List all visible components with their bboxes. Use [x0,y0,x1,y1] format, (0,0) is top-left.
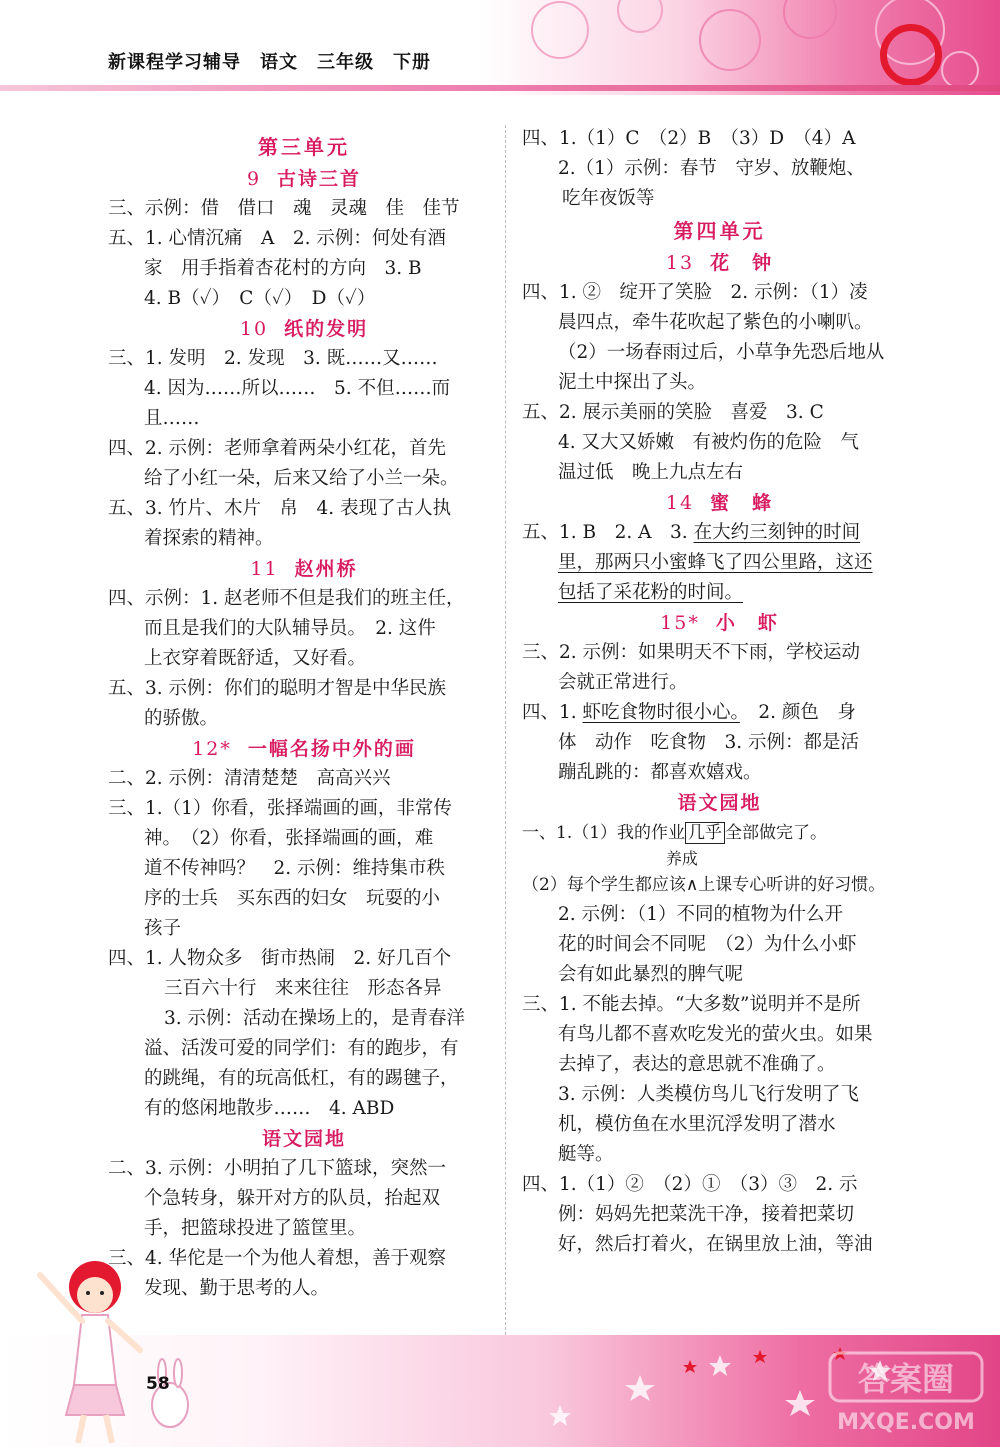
answer-line: 而且是我们的大队辅导员。 2. 这件 [144,618,436,639]
girl-illustration [20,1255,230,1445]
answer-line: 艇等。 [558,1144,614,1165]
underlined-answer: 在大约三刻钟的时间 [693,522,861,543]
answer-line: 蹦乱跳的：都喜欢嬉戏。 [558,762,762,783]
watermark-logo-text: 答案圈 [857,1360,955,1398]
lesson-heading: 14 蜜 蜂 [665,492,774,514]
answer-line: 五、3. 竹片、木片 帛 4. 表现了古人执 [108,498,452,519]
answer-line: 且…… [144,408,200,429]
answer-line: 2. 示例：（1）不同的植物为什么开 [558,904,844,925]
answer-line: （2）一场春雨过后，小草争先恐后地从 [558,342,885,363]
page-header [0,0,1000,95]
answer-line: 温过低 晚上九点左右 [558,462,744,483]
answer-line: 神。 （2）你看，张择端画的画，难 [144,828,434,849]
section-heading: 语文园地 [677,792,762,814]
answer-line: 去掉了，表达的意思就不准确了。 [558,1054,836,1075]
lesson-heading: 11 赵州桥 [250,558,358,580]
answer-line: 家 用手指着杏花村的方向 3. B [144,258,422,279]
answer-line: 三、4. 华佗是一个为他人着想，善于观察 [108,1248,447,1269]
answer-line: 手，把篮球投进了篮筐里。 [144,1218,367,1239]
answer-line: 的跳绳，有的玩高低杠，有的踢毽子， [144,1068,459,1089]
lesson-heading: 12* 一幅名扬中外的画 [192,738,416,760]
answer-line: 四、1.（1）C （2）B （3）D （4）A [522,128,856,149]
answer-line: 三、1. 发明 2. 发现 3. 既……又…… [108,348,438,369]
answer-line: 会就正常进行。 [558,672,688,693]
answer-line: 有鸟儿都不喜欢吃发光的萤火虫。如果 [558,1024,873,1045]
column-divider [505,125,506,1340]
lesson-heading: 9 古诗三首 [246,168,362,190]
answer-line: 二、2. 示例：清清楚楚 高高兴兴 [108,768,391,789]
answer-line: 二、3. 示例：小明拍了几下篮球，突然一 [108,1158,447,1179]
answer-line: 一、1.（1）我的作业 几乎 全部做完了。 [522,823,828,843]
answer-line: 道不传神吗？ 2. 示例：维持集市秩 [144,858,446,879]
answer-line: 溢、活泼可爱的同学们：有的跑步，有 [144,1038,459,1059]
section-heading: 语文园地 [261,1128,346,1150]
answer-line: 上衣穿着既舒适，又好看。 [144,648,367,669]
answer-line: 个急转身，躲开对方的队员，抬起双 [144,1188,441,1209]
answer-line: 五、1. B 2. A 3. 在大约三刻钟的时间 [522,522,861,543]
lesson-heading: 13 花 钟 [665,252,774,274]
answer-line: 体 动作 吃食物 3. 示例：都是活 [558,732,860,753]
underlined-answer: 里，那两只小蜜蜂飞了四公里路，这还 [558,552,873,573]
header-rule [0,85,1000,91]
watermark-logo [822,1345,992,1440]
answer-line: （2）每个学生都应该∧ 养成 上课专心听讲的好习惯。 [522,870,917,900]
unit-title: 第四单元 [673,219,766,243]
answer-line: 五、3. 示例：你们的聪明才智是中华民族 [108,678,447,699]
right-column [522,124,917,1260]
answer-line: 序的士兵 买东西的妇女 玩耍的小 [144,888,441,909]
insertion-mark: ∧ 养成 [686,870,698,900]
unit-title: 第三单元 [258,135,350,159]
answer-line: 着探索的精神。 [144,528,274,549]
page-number: 58 [146,1374,170,1394]
ring-decoration [880,24,942,86]
answer-line: 例：妈妈先把菜洗干净，接着把菜切 [558,1204,855,1225]
answer-line: 好，然后打着火，在锅里放上油，等油 [558,1234,873,1255]
answer-line: 三百六十行 来来往往 形态各异 [164,978,442,999]
underlined-answer: 包括了采花粉的时间。 [558,582,744,603]
answer-line: 花的时间会不同呢 （2）为什么小虾 [558,934,857,955]
answer-line: 四、1. 人物众多 街市热闹 2. 好几百个 [108,948,452,969]
answer-line: 3. 示例：人类模仿鸟儿飞行发明了飞 [558,1084,860,1105]
lesson-heading: 15* 小 虾 [660,612,779,634]
answer-line: 四、1.（1）② （2）① （3）③ 2. 示 [522,1174,858,1195]
answer-line: 2.（1）示例：春节 守岁、放鞭炮、 [558,158,865,179]
left-column [108,130,500,1304]
answer-line: 发现、勤于思考的人。 [144,1278,330,1299]
answer-line: 4. 又大又娇嫩 有被灼伤的危险 气 [558,432,860,453]
answer-line [522,548,917,578]
answer-line: 三、1.（1）你看，张择端画的画，非常传 [108,798,452,819]
inserted-word: 养成 [665,849,698,868]
answer-line: 三、2. 示例：如果明天不下雨，学校运动 [522,642,861,663]
answer-line: 4. 因为……所以…… 5. 不但……而 [144,378,451,399]
book-title: 新课程学习辅导 语文 三年级 下册 [108,52,431,73]
answer-line: 五、2. 展示美丽的笑脸 喜爱 3. C [522,402,824,423]
underlined-answer: 虾吃食物时很小心。 [582,702,740,723]
answer-line [522,578,917,608]
answer-line: 孩子 [144,918,182,939]
answer-line: 五、1. 心情沉痛 A 2. 示例：何处有酒 [108,228,446,249]
answer-line: 会有如此暴烈的脾气呢 [558,964,744,985]
answer-line: 四、示例：1. 赵老师不但是我们的班主任， [108,588,465,609]
boxed-word: 几乎 [685,822,725,844]
answer-line: 的骄傲。 [144,708,219,729]
answer-line: 给了小红一朵，后来又给了小兰一朵。 [144,468,459,489]
answer-line: 四、1. ② 绽开了笑脸 2. 示例：（1）凌 [522,282,868,303]
answer-line: 三、示例：借 借口 魂 灵魂 佳 佳节 [108,198,460,219]
answer-line: 4. B（✓） C（✓） D（✓） [144,288,376,309]
answer-line: 三、1. 不能去掉。“大多数”说明并不是所 [522,994,861,1015]
answer-line: 四、2. 示例：老师拿着两朵小红花，首先 [108,438,447,459]
answer-line: 有的悠闲地散步…… 4. ABD [144,1098,395,1119]
answer-line: 吃年夜饭等 [562,188,655,209]
watermark-url: MXQE.COM [837,1410,975,1435]
answer-line: 四、1. 虾吃食物时很小心。 2. 颜色 身 [522,702,856,723]
answer-line: 晨四点，牵牛花吹起了紫色的小喇叭。 [558,312,873,333]
answer-line: 泥土中探出了头。 [558,372,707,393]
answer-line: 3. 示例：活动在操场上的，是青春洋 [164,1008,466,1029]
lesson-heading: 10 纸的发明 [239,318,369,340]
answer-line: 机，模仿鱼在水里沉浮发明了潜水 [558,1114,836,1135]
